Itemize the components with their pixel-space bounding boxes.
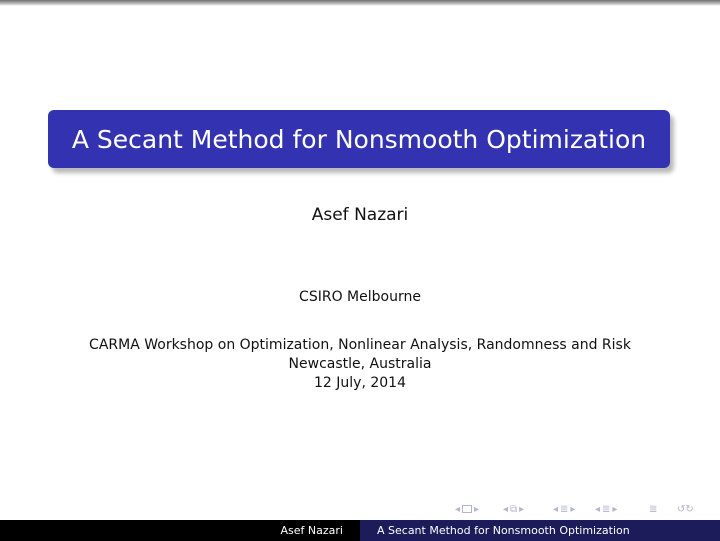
institute: CSIRO Melbourne <box>299 289 421 305</box>
document-next-icon[interactable]: ▸ <box>612 503 618 515</box>
frame-prev-icon[interactable]: ◂ <box>455 503 461 515</box>
nav-frame-group <box>454 501 480 517</box>
nav-search-group <box>676 501 695 517</box>
nav-section-group <box>552 501 576 517</box>
nav-document-group <box>594 501 618 517</box>
title-box <box>48 110 670 168</box>
top-edge-shadow <box>0 0 720 6</box>
subsection-next-icon[interactable]: ▸ <box>519 503 525 515</box>
footer-author: Asef Nazari <box>280 524 343 537</box>
appendix-icon[interactable]: ≣ <box>649 503 658 515</box>
slide-title: A Secant Method for Nonsmooth Optimization <box>71 124 647 154</box>
footer-author-panel <box>0 520 360 541</box>
document-icon[interactable]: ≣ <box>602 503 611 515</box>
nav-subsection-group <box>502 501 525 517</box>
document-prev-icon[interactable]: ◂ <box>595 503 601 515</box>
footer-title-panel <box>360 520 720 541</box>
section-prev-icon[interactable]: ◂ <box>553 503 559 515</box>
author-name: Asef Nazari <box>311 205 409 225</box>
subsection-prev-icon[interactable]: ◂ <box>503 503 509 515</box>
footer-bar <box>0 520 720 541</box>
event-info <box>0 336 720 393</box>
section-next-icon[interactable]: ▸ <box>570 503 576 515</box>
nav-appendix-group <box>648 501 658 517</box>
frame-icon[interactable] <box>462 505 472 513</box>
event-date: 12 July, 2014 <box>314 375 406 391</box>
footer-title: A Secant Method for Nonsmooth Optimization <box>377 524 630 537</box>
event-location: Newcastle, Australia <box>288 356 432 372</box>
section-icon[interactable]: ≣ <box>560 503 569 515</box>
search-icon[interactable]: ↺↻ <box>677 503 694 515</box>
frame-next-icon[interactable]: ▸ <box>474 503 480 515</box>
subsection-icon[interactable]: ⧉ <box>510 503 518 515</box>
event-name: CARMA Workshop on Optimization, Nonlinear Analysis, Randomness and Risk <box>89 337 631 353</box>
